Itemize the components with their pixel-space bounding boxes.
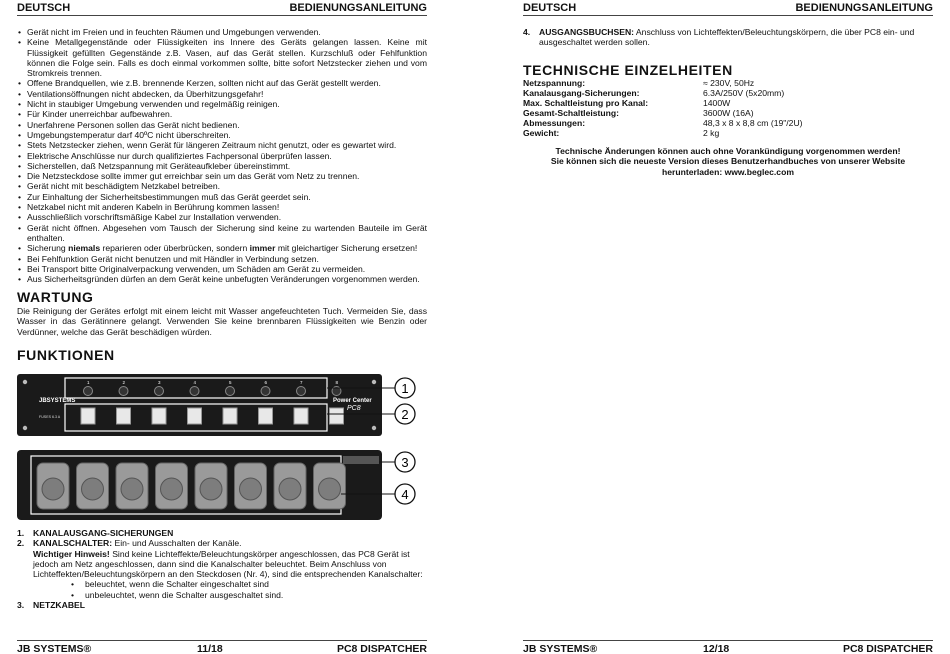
header-divider [523, 15, 933, 16]
list-item: • unbeleuchtet, wenn die Schalter ausgeschaltet sind. [65, 590, 427, 600]
list-item: • Aus Sicherheitsgründen dürfen an dem Gerät keine unbefugten Veränderungen vorgenommen werden. [17, 274, 427, 284]
list-item-fuse [17, 243, 427, 253]
channel-switch[interactable] [152, 408, 166, 424]
header-divider [17, 15, 427, 16]
text-run: reparieren oder überbrücken, sondern [100, 243, 250, 254]
page-number: 11/18 [197, 643, 223, 654]
item-text: Anschluss von Lichteffekten/Beleuchtungskörpern, die über PC8 ein- und ausgeschaltet werden sollen. [539, 27, 915, 48]
channel-switch[interactable] [330, 408, 344, 424]
socket-face [161, 478, 183, 500]
item-number: 1. [17, 528, 25, 538]
list-item: • Gerät nicht mit beschädigtem Netzkabel betreiben. [17, 181, 427, 191]
footer-brand: JB SYSTEMS® [523, 643, 598, 654]
callout-number: 3 [401, 455, 409, 470]
wartung-text: Die Reinigung der Gerätes erfolgt mit einem leicht mit Wasser angefeuchteten Tuch. Vermeiden Sie, dass Wasser in das Gerätinnere gelangt. Verwenden Sie keine brennbaren Flüssigkeiten wie Benzin oder Verdünner, welche das Gerät beschädigen würden. [17, 306, 427, 337]
functions-list [17, 528, 427, 610]
channel-label: 5 [229, 380, 232, 385]
item-number: 4. [523, 27, 531, 37]
table-row [523, 78, 933, 88]
notice-line: Sie können sich die neueste Version dieses Benutzerhandbuches von unserer Website [550, 156, 906, 167]
list-item: • Bei Transport bitte Originalverpackung verwenden, um Schäden am Gerät zu vermeiden. [17, 264, 427, 274]
left-page [17, 0, 427, 654]
list-item: • Bei Fehlfunktion Gerät nicht benutzen und mit Händler in Verbindung setzen. [17, 254, 427, 264]
rack-screw [372, 426, 376, 430]
section-title-funktionen: FUNKTIONEN [17, 347, 115, 363]
socket-face [279, 478, 301, 500]
list-item: • Gerät nicht im Freien und in feuchten Räumen und Umgebungen verwenden. [17, 27, 427, 37]
list-item: • Für Kinder unerreichbar aufbewahren. [17, 109, 427, 119]
item-title: KANALAUSGANG-SICHERUNGEN [33, 528, 174, 538]
footer-divider [523, 640, 933, 641]
socket-face [240, 478, 262, 500]
callout-number: 2 [401, 407, 409, 422]
spec-value: ≈ 230V, 50Hz [703, 78, 755, 88]
channel-switch[interactable] [259, 408, 273, 424]
list-item: • Stets Netzstecker ziehen, wenn Gerät für längeren Zeitraum nicht genutzt, oder es gewartet wird. [17, 140, 427, 150]
notice-line: Technische Änderungen können auch ohne Vorankündigung vorgenommen werden! [555, 146, 901, 156]
section-title-wartung: WARTUNG [17, 289, 94, 305]
spec-value: 3600W (16A) [703, 108, 754, 118]
fuse-holder[interactable] [261, 387, 270, 396]
fuse-holder[interactable] [84, 387, 93, 396]
fuse-holder[interactable] [297, 387, 306, 396]
rack-screw [372, 380, 376, 384]
note-text: Sind keine Lichteffekte/Beleuchtungskörper angeschlossen, das PC8 Gerät ist jedoch am Netz angeschlossen, dann sind die Kanalschalter beleuchtet. Beim Anschluss von Lichteffekten/Beleuchtungskörpern an den Steckdosen (Nr. 4), sind die entsprechenden Kanalschalter: [33, 548, 423, 580]
item-title: KANALSCHALTER: [33, 538, 113, 549]
header-title: BEDIENUNGSANLEITUNG [795, 2, 933, 14]
rack-screw [23, 380, 27, 384]
list-item: • Elektrische Anschlüsse nur durch qualifiziertes Fachpersonal überprüfen lassen. [17, 151, 427, 161]
table-row [523, 128, 933, 138]
section-title-tech: TECHNISCHE EINZELHEITEN [523, 62, 733, 78]
notice-line: herunterladen: www.beglec.com [662, 166, 794, 177]
page-header [17, 2, 427, 16]
spec-key: Gewicht: [523, 128, 560, 138]
channel-switch[interactable] [117, 408, 131, 424]
spec-value: 1400W [703, 98, 731, 108]
important-note [17, 549, 427, 580]
item-number: 3. [17, 600, 25, 611]
fuse-holder[interactable] [190, 387, 199, 396]
model-sub-label: PC8 [347, 405, 361, 412]
brand-logo: JBSYSTEMS [39, 398, 76, 404]
item-title: AUSGANGSBUCHSEN: [539, 27, 635, 37]
footer-product: PC8 DISPATCHER [842, 643, 933, 654]
channel-switch[interactable] [223, 408, 237, 424]
list-item [17, 528, 427, 538]
list-item: • Keine Metallgegenstände oder Flüssigkeiten ins Innere des Geräts gelangen lassen. Keine mit Flüssigkeit gefüllten Gegenstände z.B. Vasen, auf das Gerät stellen. Kurzschluß oder Fehlfunktion können die Folge sein. Falls es doch einmal vorkommen sollte, bitte sofort Netzstecker ziehen und vom Stromkreis trennen. [17, 37, 427, 78]
spec-value: 2 kg [703, 128, 720, 138]
list-item: • Ausschließlich vorschriftsmäßige Kabel zur Installation verwenden. [17, 212, 427, 222]
callout-number: 4 [401, 487, 409, 502]
footer-divider [17, 640, 427, 641]
footer-brand: JB SYSTEMS® [17, 643, 92, 654]
spec-key: Max. Schaltleistung pro Kanal: [523, 98, 649, 108]
device-figure [17, 372, 427, 524]
table-row [523, 108, 933, 118]
page-number: 12/18 [703, 643, 730, 654]
emphasis-never: niemals [68, 243, 101, 254]
page-footer [523, 643, 933, 654]
fuse-holder[interactable] [226, 387, 235, 396]
list-item [523, 27, 933, 48]
note-label: Wichtiger Hinweis! [33, 548, 110, 559]
spec-value: 48,3 x 8 x 8,8 cm (19"/2U) [703, 118, 803, 128]
spec-table [523, 78, 933, 138]
channel-switch[interactable] [81, 408, 95, 424]
safety-list [17, 27, 427, 284]
list-item: • Sicherstellen, daß Netzspannung mit Geräteaufkleber übereinstimmt. [17, 161, 427, 171]
list-item: • Unerfahrene Personen sollen das Gerät nicht bedienen. [17, 120, 427, 130]
channel-label: 7 [300, 380, 303, 385]
channel-label: 4 [193, 380, 197, 385]
fuse-holder[interactable] [155, 387, 164, 396]
list-item: • Gerät nicht öffnen. Abgesehen vom Tausch der Sicherung sind keine zu wartenden Bauteile im Gerät enthalten. [17, 223, 427, 244]
channel-label: 2 [122, 380, 126, 385]
right-page [523, 0, 933, 654]
item-number: 2. [17, 538, 25, 549]
emphasis-always: immer [249, 243, 276, 254]
list-item: • Netzkabel nicht mit anderen Kabeln in Berührung kommen lassen! [17, 202, 427, 212]
page-footer [17, 643, 427, 654]
list-item: • Zur Einhaltung der Sicherheitsbestimmungen muß das Gerät geerdet sein. [17, 192, 427, 202]
channel-switch[interactable] [188, 408, 202, 424]
channel-label: 1 [87, 380, 90, 385]
channel-switch[interactable] [294, 408, 308, 424]
channel-label: 3 [158, 380, 161, 385]
text-run: mit gleichartiger Sicherung ersetzen! [275, 243, 418, 254]
list-item [17, 600, 427, 610]
list-item: • Nicht in staubiger Umgebung verwenden und regelmäßig reinigen. [17, 99, 427, 109]
spec-key: Netzspannung: [523, 78, 586, 88]
socket-face [121, 478, 143, 500]
socket-face [82, 478, 104, 500]
channel-label: 6 [264, 380, 268, 385]
table-row [523, 88, 933, 98]
footer-product: PC8 DISPATCHER [336, 643, 427, 654]
socket-face [319, 478, 341, 500]
spec-key: Gesamt-Schaltleistung: [523, 108, 619, 118]
item-text: Ein- und Ausschalten der Kanäle. [112, 538, 242, 549]
channel-label: 8 [335, 380, 339, 385]
text-run: Sicherung [27, 243, 69, 254]
list-item [17, 538, 427, 548]
socket-face [200, 478, 222, 500]
list-item: • beleuchtet, wenn die Schalter eingeschaltet sind [65, 579, 427, 589]
header-language: DEUTSCH [17, 2, 71, 14]
header-title: BEDIENUNGSANLEITUNG [289, 2, 427, 14]
rack-screw [23, 426, 27, 430]
spec-key: Abmessungen: [523, 118, 586, 128]
functions-list-cont [523, 27, 933, 48]
spec-value: 6.3A/250V (5x20mm) [703, 88, 785, 98]
item-title: NETZKABEL [33, 600, 86, 611]
table-row [523, 98, 933, 108]
list-item: • Umgebungstemperatur darf 40ºC nicht überschreiten. [17, 130, 427, 140]
update-notice [523, 146, 933, 177]
power-cable [343, 456, 379, 464]
header-language: DEUTSCH [523, 2, 577, 14]
model-label: Power Center [333, 398, 372, 404]
fuse-label: FUSES 6.3 A [39, 415, 61, 419]
socket-face [42, 478, 64, 500]
page-header [523, 2, 933, 16]
callout-number: 1 [401, 381, 409, 396]
table-row [523, 118, 933, 128]
list-item: • Ventilationsöffnungen nicht abdecken, da Überhitzungsgefahr! [17, 89, 427, 99]
fuse-holder[interactable] [119, 387, 128, 396]
list-item: • Die Netzsteckdose sollte immer gut erreichbar sein um das Gerät vom Netz zu trennen. [17, 171, 427, 181]
note-bullets [17, 579, 427, 600]
spec-key: Kanalausgang-Sicherungen: [523, 88, 640, 98]
list-item: • Offene Brandquellen, wie z.B. brennende Kerzen, sollten nicht auf das Gerät gestellt werden. [17, 78, 427, 88]
